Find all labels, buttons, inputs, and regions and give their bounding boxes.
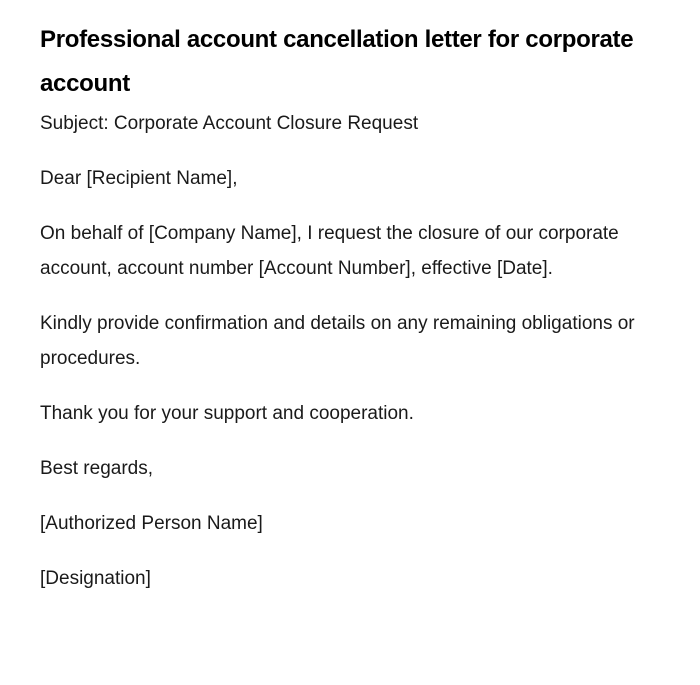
letter-subject: Subject: Corporate Account Closure Request [40,113,419,134]
signer-designation: [Designation] [40,568,151,589]
page-title: Professional account cancellation letter for corporate account [40,26,634,97]
letter-body-paragraph-thanks: Thank you for your support and cooperation. [40,403,414,424]
letter-body-paragraph-confirmation: Kindly provide confirmation and details on any remaining obligations or procedures. [40,313,635,369]
letter-closing: Best regards, [40,458,153,479]
letter-document [40,18,640,616]
letter-body-paragraph-request: On behalf of [Company Name], I request the closure of our corporate account, account number [Account Number], effective [Date]. [40,223,619,279]
letter-salutation: Dear [Recipient Name], [40,168,238,189]
signer-name: [Authorized Person Name] [40,513,263,534]
